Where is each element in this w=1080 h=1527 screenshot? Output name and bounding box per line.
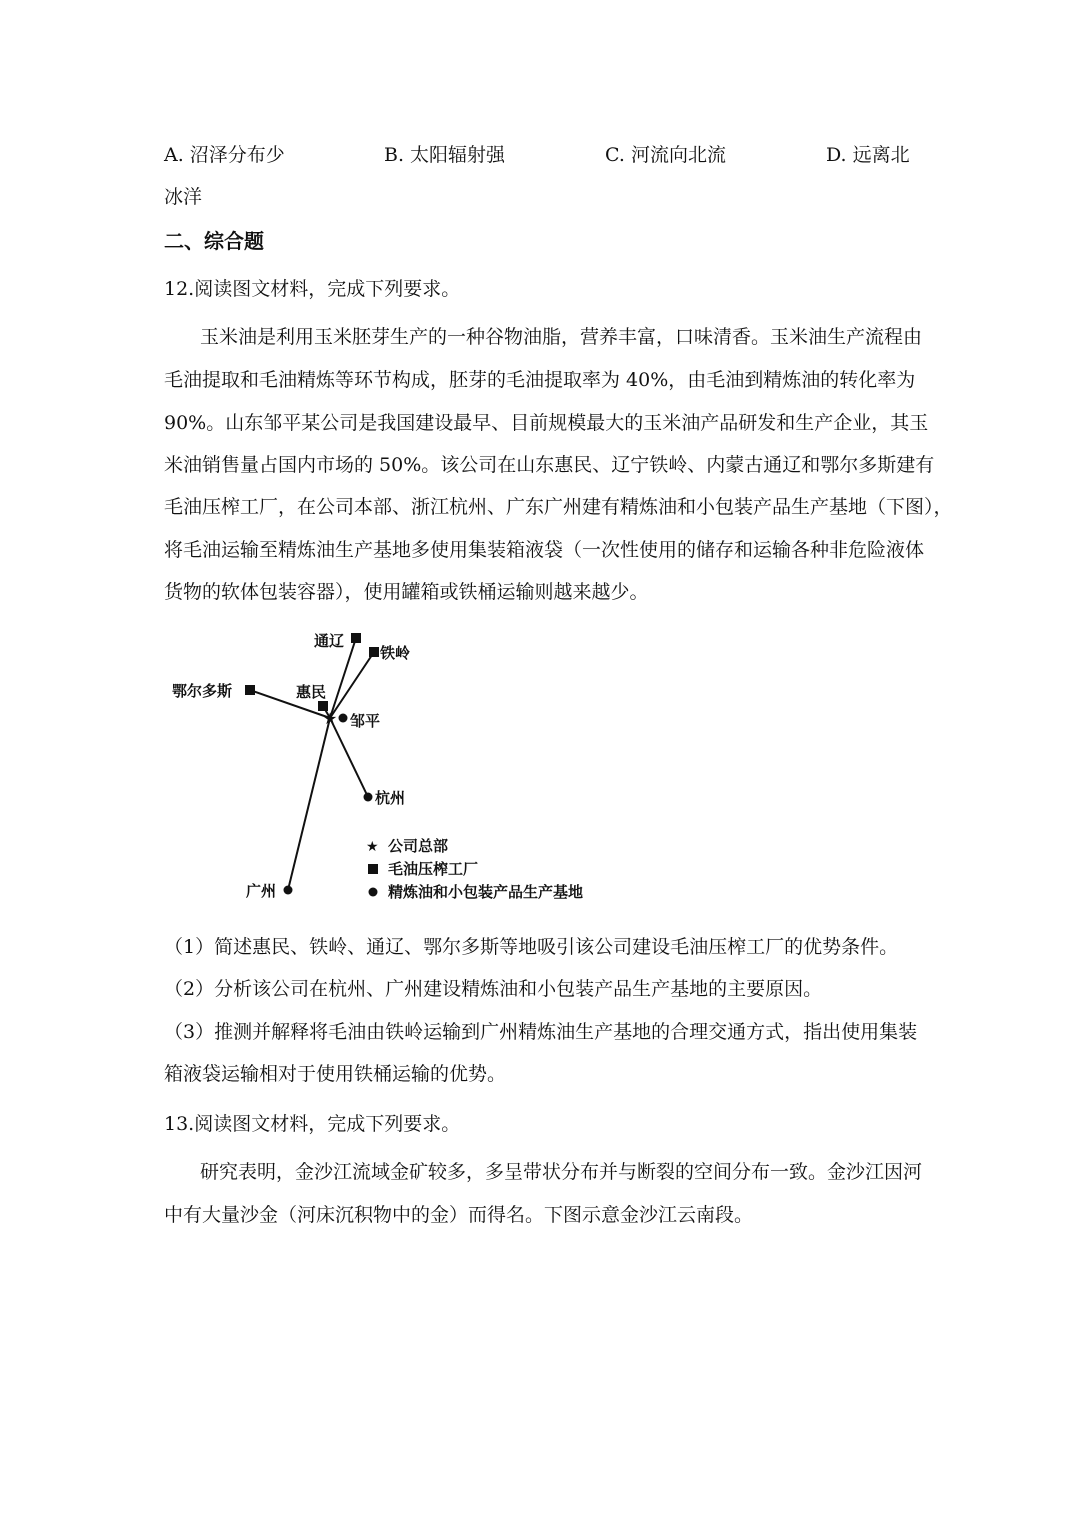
- q13-passage-line: 研究表明，金沙江流域金矿较多，多呈带状分布并与断裂的空间分布一致。金沙江因河: [200, 1161, 923, 1183]
- q12-passage-line: 米油销售量占国内市场的 50%。该公司在山东惠民、辽宁铁岭、内蒙古通辽和鄂尔多斯建有: [164, 454, 935, 476]
- label-tongliao: 通辽: [314, 632, 345, 650]
- line-guangzhou: [288, 718, 330, 890]
- base-marker-zouping: [339, 714, 348, 723]
- factory-marker-ordos: [245, 685, 255, 695]
- factory-marker-tongliao: [351, 633, 361, 643]
- q12-sub-question-3: （3）推测并解释将毛油由铁岭运输到广州精炼油生产基地的合理交通方式，指出使用集装: [164, 1021, 918, 1043]
- option-c: C. 河流向北流: [605, 144, 726, 166]
- q13-stem: 13.阅读图文材料，完成下列要求。: [164, 1113, 461, 1135]
- line-tongliao: [330, 638, 356, 718]
- q12-passage-line: 毛油提取和毛油精炼等环节构成，胚芽的毛油提取率为 40%，由毛油到精炼油的转化率为: [164, 369, 916, 391]
- legend-star-icon: ★: [366, 839, 379, 855]
- label-ordos: 鄂尔多斯: [172, 682, 233, 700]
- legend-hq: 公司总部: [388, 837, 449, 855]
- q12-passage-line: 货物的软体包装容器），使用罐箱或铁桶运输则越来越少。: [164, 581, 649, 603]
- q12-sub-question-1: （1）简述惠民、铁岭、通辽、鄂尔多斯等地吸引该公司建设毛油压榨工厂的优势条件。: [164, 936, 899, 958]
- base-marker-guangzhou: [284, 886, 293, 895]
- q13-passage-line: 中有大量沙金（河床沉积物中的金）而得名。下图示意金沙江云南段。: [164, 1204, 754, 1226]
- legend-circle-icon: [369, 888, 378, 897]
- q12-sub-question-3-cont: 箱液袋运输相对于使用铁桶运输的优势。: [164, 1063, 507, 1085]
- network-map: [150, 620, 650, 910]
- option-a: A. 沼泽分布少: [164, 144, 285, 166]
- option-d-wrap: 冰洋: [164, 186, 203, 208]
- label-huimin: 惠民: [296, 683, 327, 701]
- legend-square-icon: [368, 864, 378, 874]
- label-guangzhou: 广州: [246, 882, 277, 900]
- option-b: B. 太阳辐射强: [384, 144, 506, 166]
- q12-passage-line: 90%。山东邹平某公司是我国建设最早、目前规模最大的玉米油产品研发和生产企业，其玉: [164, 412, 929, 434]
- q12-passage-line: 将毛油运输至精炼油生产基地多使用集装箱液袋（一次性使用的储存和运输各种非危险液体: [164, 539, 925, 561]
- q12-sub-question-2: （2）分析该公司在杭州、广州建设精炼油和小包装产品生产基地的主要原因。: [164, 978, 823, 1000]
- label-zouping: 邹平: [350, 712, 381, 730]
- q12-stem: 12.阅读图文材料，完成下列要求。: [164, 278, 461, 300]
- hq-star-icon: ★: [322, 709, 338, 728]
- q12-passage-line: 玉米油是利用玉米胚芽生产的一种谷物油脂，营养丰富，口味清香。玉米油生产流程由: [200, 326, 923, 348]
- legend-factory: 毛油压榨工厂: [388, 860, 479, 878]
- company-network-diagram: [150, 620, 650, 910]
- factory-marker-tieling: [369, 647, 379, 657]
- option-d: D. 远离北: [826, 144, 910, 166]
- label-hangzhou: 杭州: [375, 789, 406, 807]
- label-tieling: 铁岭: [380, 644, 411, 662]
- base-marker-hangzhou: [364, 793, 373, 802]
- q12-passage-line: 毛油压榨工厂，在公司本部、浙江杭州、广东广州建有精炼油和小包装产品生产基地（下图），: [164, 496, 953, 518]
- section-heading: 二、综合题: [164, 229, 264, 253]
- legend-base: 精炼油和小包装产品生产基地: [388, 883, 584, 901]
